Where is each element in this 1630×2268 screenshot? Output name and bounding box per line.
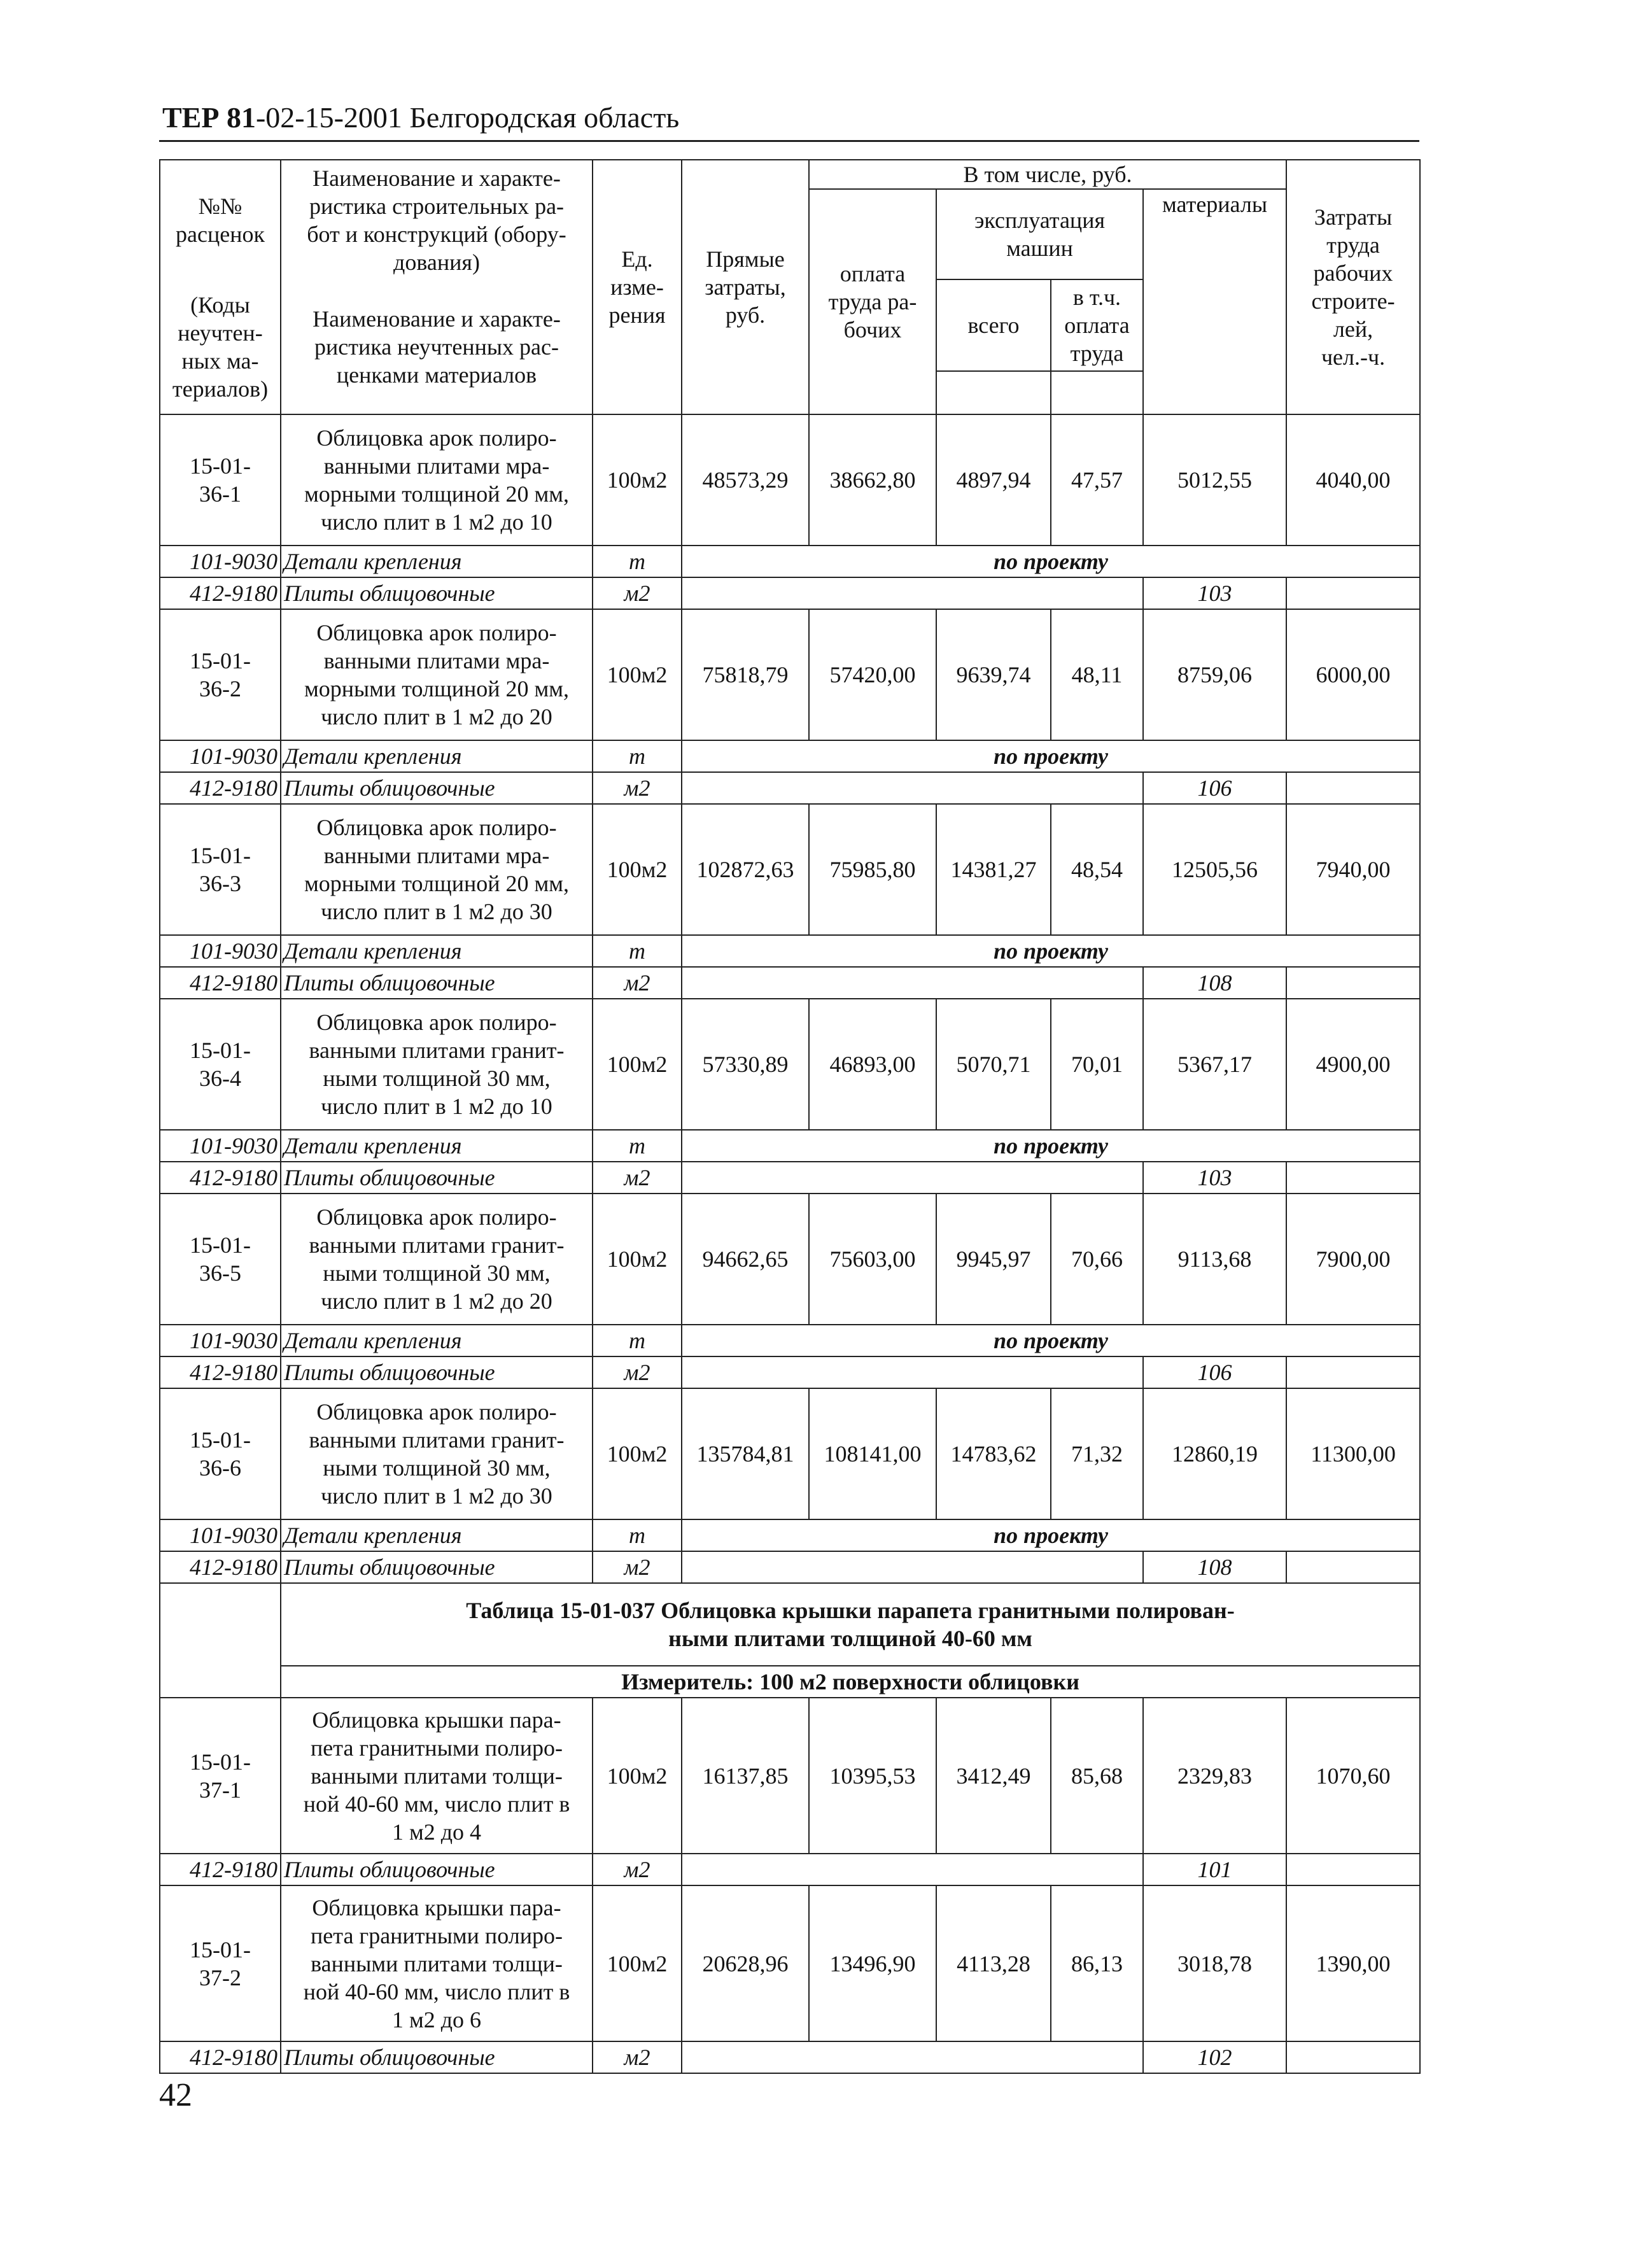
rate-code: 15-01- 36-6 xyxy=(160,1388,281,1519)
resource-name: Детали крепления xyxy=(281,1519,593,1551)
page-header: ТЕР 81-02-15-2001 Белгородская область xyxy=(162,101,680,134)
resource-row xyxy=(160,772,1420,804)
resource-empty xyxy=(682,1356,1143,1388)
rate-name: Облицовка арок полиро- ванными плитами мра- морными толщиной 20 мм, число плит в 1 м2 до 10 xyxy=(281,414,593,546)
header-unit: Ед. изме- рения xyxy=(593,160,682,414)
resource-consumption: 106 xyxy=(1143,1356,1286,1388)
rate-name: Облицовка крышки пара- пета гранитными полиро- ванными плитами толщи- ной 40-60 мм, число плит в 1 м2 до 4 xyxy=(281,1698,593,1854)
header-rule xyxy=(159,140,1419,142)
resource-unit: т xyxy=(593,740,682,772)
resource-row xyxy=(160,1356,1420,1388)
resource-by-project: по проекту xyxy=(682,1519,1420,1551)
resource-name: Плиты облицовочные xyxy=(281,772,593,804)
rate-row xyxy=(160,999,1420,1130)
resource-name: Плиты облицовочные xyxy=(281,1162,593,1194)
rate-row xyxy=(160,609,1420,740)
rate-unit: 100м2 xyxy=(593,999,682,1130)
resource-code: 412-9180 xyxy=(160,577,281,609)
rate-wage: 75603,00 xyxy=(809,1194,936,1325)
rate-unit: 100м2 xyxy=(593,1885,682,2041)
header-machines-wage: в т.ч. оплата труда xyxy=(1051,279,1143,371)
resource-consumption: 102 xyxy=(1143,2041,1286,2073)
resource-code: 101-9030 xyxy=(160,1519,281,1551)
header-direct-costs: Прямые затраты, руб. xyxy=(682,160,809,414)
rate-wage: 75985,80 xyxy=(809,804,936,935)
resource-empty xyxy=(682,1854,1143,1885)
rate-labor: 11300,00 xyxy=(1286,1388,1420,1519)
rate-direct: 94662,65 xyxy=(682,1194,809,1325)
rate-labor: 1070,60 xyxy=(1286,1698,1420,1854)
rate-code: 15-01- 36-4 xyxy=(160,999,281,1130)
header-materials: материалы xyxy=(1143,189,1286,218)
rate-mach-wage: 71,32 xyxy=(1051,1388,1143,1519)
rate-labor: 7940,00 xyxy=(1286,804,1420,935)
rate-mach-wage: 48,54 xyxy=(1051,804,1143,935)
resource-unit: м2 xyxy=(593,1551,682,1583)
resource-consumption: 103 xyxy=(1143,577,1286,609)
resource-name: Детали крепления xyxy=(281,935,593,967)
header-unaccounted-codes: (Коды неучтен- ных ма- териалов) xyxy=(160,279,281,414)
rate-labor: 1390,00 xyxy=(1286,1885,1420,2041)
resource-name: Плиты облицовочные xyxy=(281,1551,593,1583)
resource-row xyxy=(160,967,1420,999)
resource-unit: м2 xyxy=(593,967,682,999)
measure-row xyxy=(160,1666,1420,1698)
resource-consumption: 108 xyxy=(1143,1551,1286,1583)
rate-mach-wage: 70,01 xyxy=(1051,999,1143,1130)
resource-name: Плиты облицовочные xyxy=(281,2041,593,2073)
rate-mat: 5367,17 xyxy=(1143,999,1286,1130)
resource-empty xyxy=(1286,1356,1420,1388)
resource-code: 101-9030 xyxy=(160,1130,281,1162)
resource-name: Плиты облицовочные xyxy=(281,577,593,609)
rate-wage: 38662,80 xyxy=(809,414,936,546)
rate-row xyxy=(160,804,1420,935)
resource-code: 101-9030 xyxy=(160,935,281,967)
header-machines-total: всего xyxy=(936,279,1051,371)
resource-code: 412-9180 xyxy=(160,1551,281,1583)
rate-unit: 100м2 xyxy=(593,1698,682,1854)
header-spacer xyxy=(1051,371,1143,414)
resource-row xyxy=(160,1519,1420,1551)
resource-empty xyxy=(1286,577,1420,609)
resource-empty xyxy=(682,1551,1143,1583)
rate-unit: 100м2 xyxy=(593,804,682,935)
rate-mach-wage: 48,11 xyxy=(1051,609,1143,740)
resource-unit: т xyxy=(593,935,682,967)
resource-empty xyxy=(682,577,1143,609)
resource-row xyxy=(160,935,1420,967)
rate-mach: 4113,28 xyxy=(936,1885,1051,2041)
rate-mach-wage: 86,13 xyxy=(1051,1885,1143,2041)
resource-name: Детали крепления xyxy=(281,546,593,577)
resource-consumption: 103 xyxy=(1143,1162,1286,1194)
rate-unit: 100м2 xyxy=(593,1388,682,1519)
rate-direct: 135784,81 xyxy=(682,1388,809,1519)
rate-mach-wage: 85,68 xyxy=(1051,1698,1143,1854)
resource-row xyxy=(160,1162,1420,1194)
resource-name: Плиты облицовочные xyxy=(281,1854,593,1885)
resource-empty xyxy=(682,772,1143,804)
rate-labor: 6000,00 xyxy=(1286,609,1420,740)
resource-empty xyxy=(682,2041,1143,2073)
resource-code: 412-9180 xyxy=(160,2041,281,2073)
rate-mach: 3412,49 xyxy=(936,1698,1051,1854)
resource-by-project: по проекту xyxy=(682,546,1420,577)
resource-consumption: 106 xyxy=(1143,772,1286,804)
rate-mach-wage: 70,66 xyxy=(1051,1194,1143,1325)
header-machines: эксплуатация машин xyxy=(936,189,1143,279)
resource-code: 101-9030 xyxy=(160,546,281,577)
table-title-row xyxy=(160,1583,1420,1666)
rate-code: 15-01- 36-5 xyxy=(160,1194,281,1325)
resource-row xyxy=(160,1551,1420,1583)
resource-consumption: 108 xyxy=(1143,967,1286,999)
resource-row xyxy=(160,1854,1420,1885)
header-wage: оплата труда ра- бочих xyxy=(809,189,936,414)
rate-code: 15-01- 37-1 xyxy=(160,1698,281,1854)
resource-code: 412-9180 xyxy=(160,772,281,804)
rate-mat: 12860,19 xyxy=(1143,1388,1286,1519)
rate-name: Облицовка арок полиро- ванными плитами мра- морными толщиной 20 мм, число плит в 1 м2 до 30 xyxy=(281,804,593,935)
rate-direct: 57330,89 xyxy=(682,999,809,1130)
rate-mach: 14783,62 xyxy=(936,1388,1051,1519)
resource-row xyxy=(160,546,1420,577)
table-measure: Измеритель: 100 м2 поверхности облицовки xyxy=(281,1666,1420,1698)
rate-mat: 3018,78 xyxy=(1143,1885,1286,2041)
resource-by-project: по проекту xyxy=(682,1130,1420,1162)
rate-code: 15-01- 36-2 xyxy=(160,609,281,740)
resource-unit: т xyxy=(593,1325,682,1356)
resource-consumption: 101 xyxy=(1143,1854,1286,1885)
rate-code: 15-01- 37-2 xyxy=(160,1885,281,2041)
resource-code: 101-9030 xyxy=(160,1325,281,1356)
resource-unit: м2 xyxy=(593,1854,682,1885)
rate-row xyxy=(160,1885,1420,2041)
header-unaccounted-name: Наименование и характе- ристика неучтенных рас- ценками материалов xyxy=(281,279,593,414)
rate-row xyxy=(160,1388,1420,1519)
rate-direct: 75818,79 xyxy=(682,609,809,740)
resource-empty xyxy=(1286,772,1420,804)
resource-empty xyxy=(1286,1551,1420,1583)
rate-mach-wage: 47,57 xyxy=(1051,414,1143,546)
rate-row xyxy=(160,414,1420,546)
rate-name: Облицовка арок полиро- ванными плитами гранит- ными толщиной 30 мм, число плит в 1 м2 до 20 xyxy=(281,1194,593,1325)
header-work-name: Наименование и характе- ристика строительных ра- бот и конструкций (обору- дования) xyxy=(281,160,593,279)
resource-unit: м2 xyxy=(593,1162,682,1194)
resource-row xyxy=(160,577,1420,609)
rate-mat: 2329,83 xyxy=(1143,1698,1286,1854)
header-including: В том числе, руб. xyxy=(809,160,1286,189)
rate-mach: 4897,94 xyxy=(936,414,1051,546)
resource-name: Детали крепления xyxy=(281,1325,593,1356)
resource-row xyxy=(160,1130,1420,1162)
resource-code: 412-9180 xyxy=(160,1854,281,1885)
resource-name: Детали крепления xyxy=(281,740,593,772)
rate-row xyxy=(160,1194,1420,1325)
resource-unit: т xyxy=(593,546,682,577)
resource-empty xyxy=(682,967,1143,999)
resource-by-project: по проекту xyxy=(682,740,1420,772)
resource-unit: м2 xyxy=(593,772,682,804)
resource-unit: м2 xyxy=(593,1356,682,1388)
rate-wage: 108141,00 xyxy=(809,1388,936,1519)
rate-labor: 7900,00 xyxy=(1286,1194,1420,1325)
page-number: 42 xyxy=(159,2077,192,2113)
rate-mach: 5070,71 xyxy=(936,999,1051,1130)
rate-direct: 48573,29 xyxy=(682,414,809,546)
resource-by-project: по проекту xyxy=(682,935,1420,967)
resource-code: 412-9180 xyxy=(160,1356,281,1388)
resource-code: 412-9180 xyxy=(160,1162,281,1194)
resource-row xyxy=(160,1325,1420,1356)
resource-unit: т xyxy=(593,1519,682,1551)
rate-name: Облицовка арок полиро- ванными плитами мра- морными толщиной 20 мм, число плит в 1 м2 до 20 xyxy=(281,609,593,740)
resource-name: Плиты облицовочные xyxy=(281,1356,593,1388)
rate-direct: 102872,63 xyxy=(682,804,809,935)
rate-direct: 16137,85 xyxy=(682,1698,809,1854)
resource-row xyxy=(160,2041,1420,2073)
rate-wage: 46893,00 xyxy=(809,999,936,1130)
rate-mat: 8759,06 xyxy=(1143,609,1286,740)
resource-unit: м2 xyxy=(593,577,682,609)
rate-name: Облицовка арок полиро- ванными плитами гранит- ными толщиной 30 мм, число плит в 1 м2 до 30 xyxy=(281,1388,593,1519)
header-materials-cont xyxy=(1143,218,1286,414)
resource-by-project: по проекту xyxy=(682,1325,1420,1356)
resource-unit: м2 xyxy=(593,2041,682,2073)
rates-table xyxy=(159,159,1421,2074)
rate-mat: 12505,56 xyxy=(1143,804,1286,935)
header-labor: Затраты труда рабочих строите- лей, чел.-ч. xyxy=(1286,160,1420,414)
rate-row xyxy=(160,1698,1420,1854)
header-rate-number: №№ расценок xyxy=(160,160,281,279)
rate-unit: 100м2 xyxy=(593,1194,682,1325)
rate-mat: 9113,68 xyxy=(1143,1194,1286,1325)
table-title: Таблица 15-01-037 Облицовка крышки парапета гранитными полирован- ными плитами толщиной 40-60 мм xyxy=(281,1583,1420,1666)
resource-empty xyxy=(682,1162,1143,1194)
rate-direct: 20628,96 xyxy=(682,1885,809,2041)
rate-mach: 9639,74 xyxy=(936,609,1051,740)
resource-name: Детали крепления xyxy=(281,1130,593,1162)
rate-mach: 9945,97 xyxy=(936,1194,1051,1325)
rate-labor: 4900,00 xyxy=(1286,999,1420,1130)
resource-code: 412-9180 xyxy=(160,967,281,999)
rate-wage: 13496,90 xyxy=(809,1885,936,2041)
resource-name: Плиты облицовочные xyxy=(281,967,593,999)
rate-wage: 57420,00 xyxy=(809,609,936,740)
rate-unit: 100м2 xyxy=(593,414,682,546)
rate-unit: 100м2 xyxy=(593,609,682,740)
resource-empty xyxy=(1286,2041,1420,2073)
header-row xyxy=(160,160,1420,189)
rate-mach: 14381,27 xyxy=(936,804,1051,935)
resource-empty xyxy=(1286,1854,1420,1885)
rate-code: 15-01- 36-1 xyxy=(160,414,281,546)
rate-wage: 10395,53 xyxy=(809,1698,936,1854)
table-title-blank xyxy=(160,1583,281,1698)
rate-mat: 5012,55 xyxy=(1143,414,1286,546)
rate-labor: 4040,00 xyxy=(1286,414,1420,546)
header-spacer xyxy=(936,371,1051,414)
rate-name: Облицовка крышки пара- пета гранитными полиро- ванными плитами толщи- ной 40-60 мм, число плит в 1 м2 до 6 xyxy=(281,1885,593,2041)
resource-row xyxy=(160,740,1420,772)
rate-code: 15-01- 36-3 xyxy=(160,804,281,935)
resource-empty xyxy=(1286,1162,1420,1194)
resource-code: 101-9030 xyxy=(160,740,281,772)
rate-name: Облицовка арок полиро- ванными плитами гранит- ными толщиной 30 мм, число плит в 1 м2 до 10 xyxy=(281,999,593,1130)
resource-empty xyxy=(1286,967,1420,999)
resource-unit: т xyxy=(593,1130,682,1162)
